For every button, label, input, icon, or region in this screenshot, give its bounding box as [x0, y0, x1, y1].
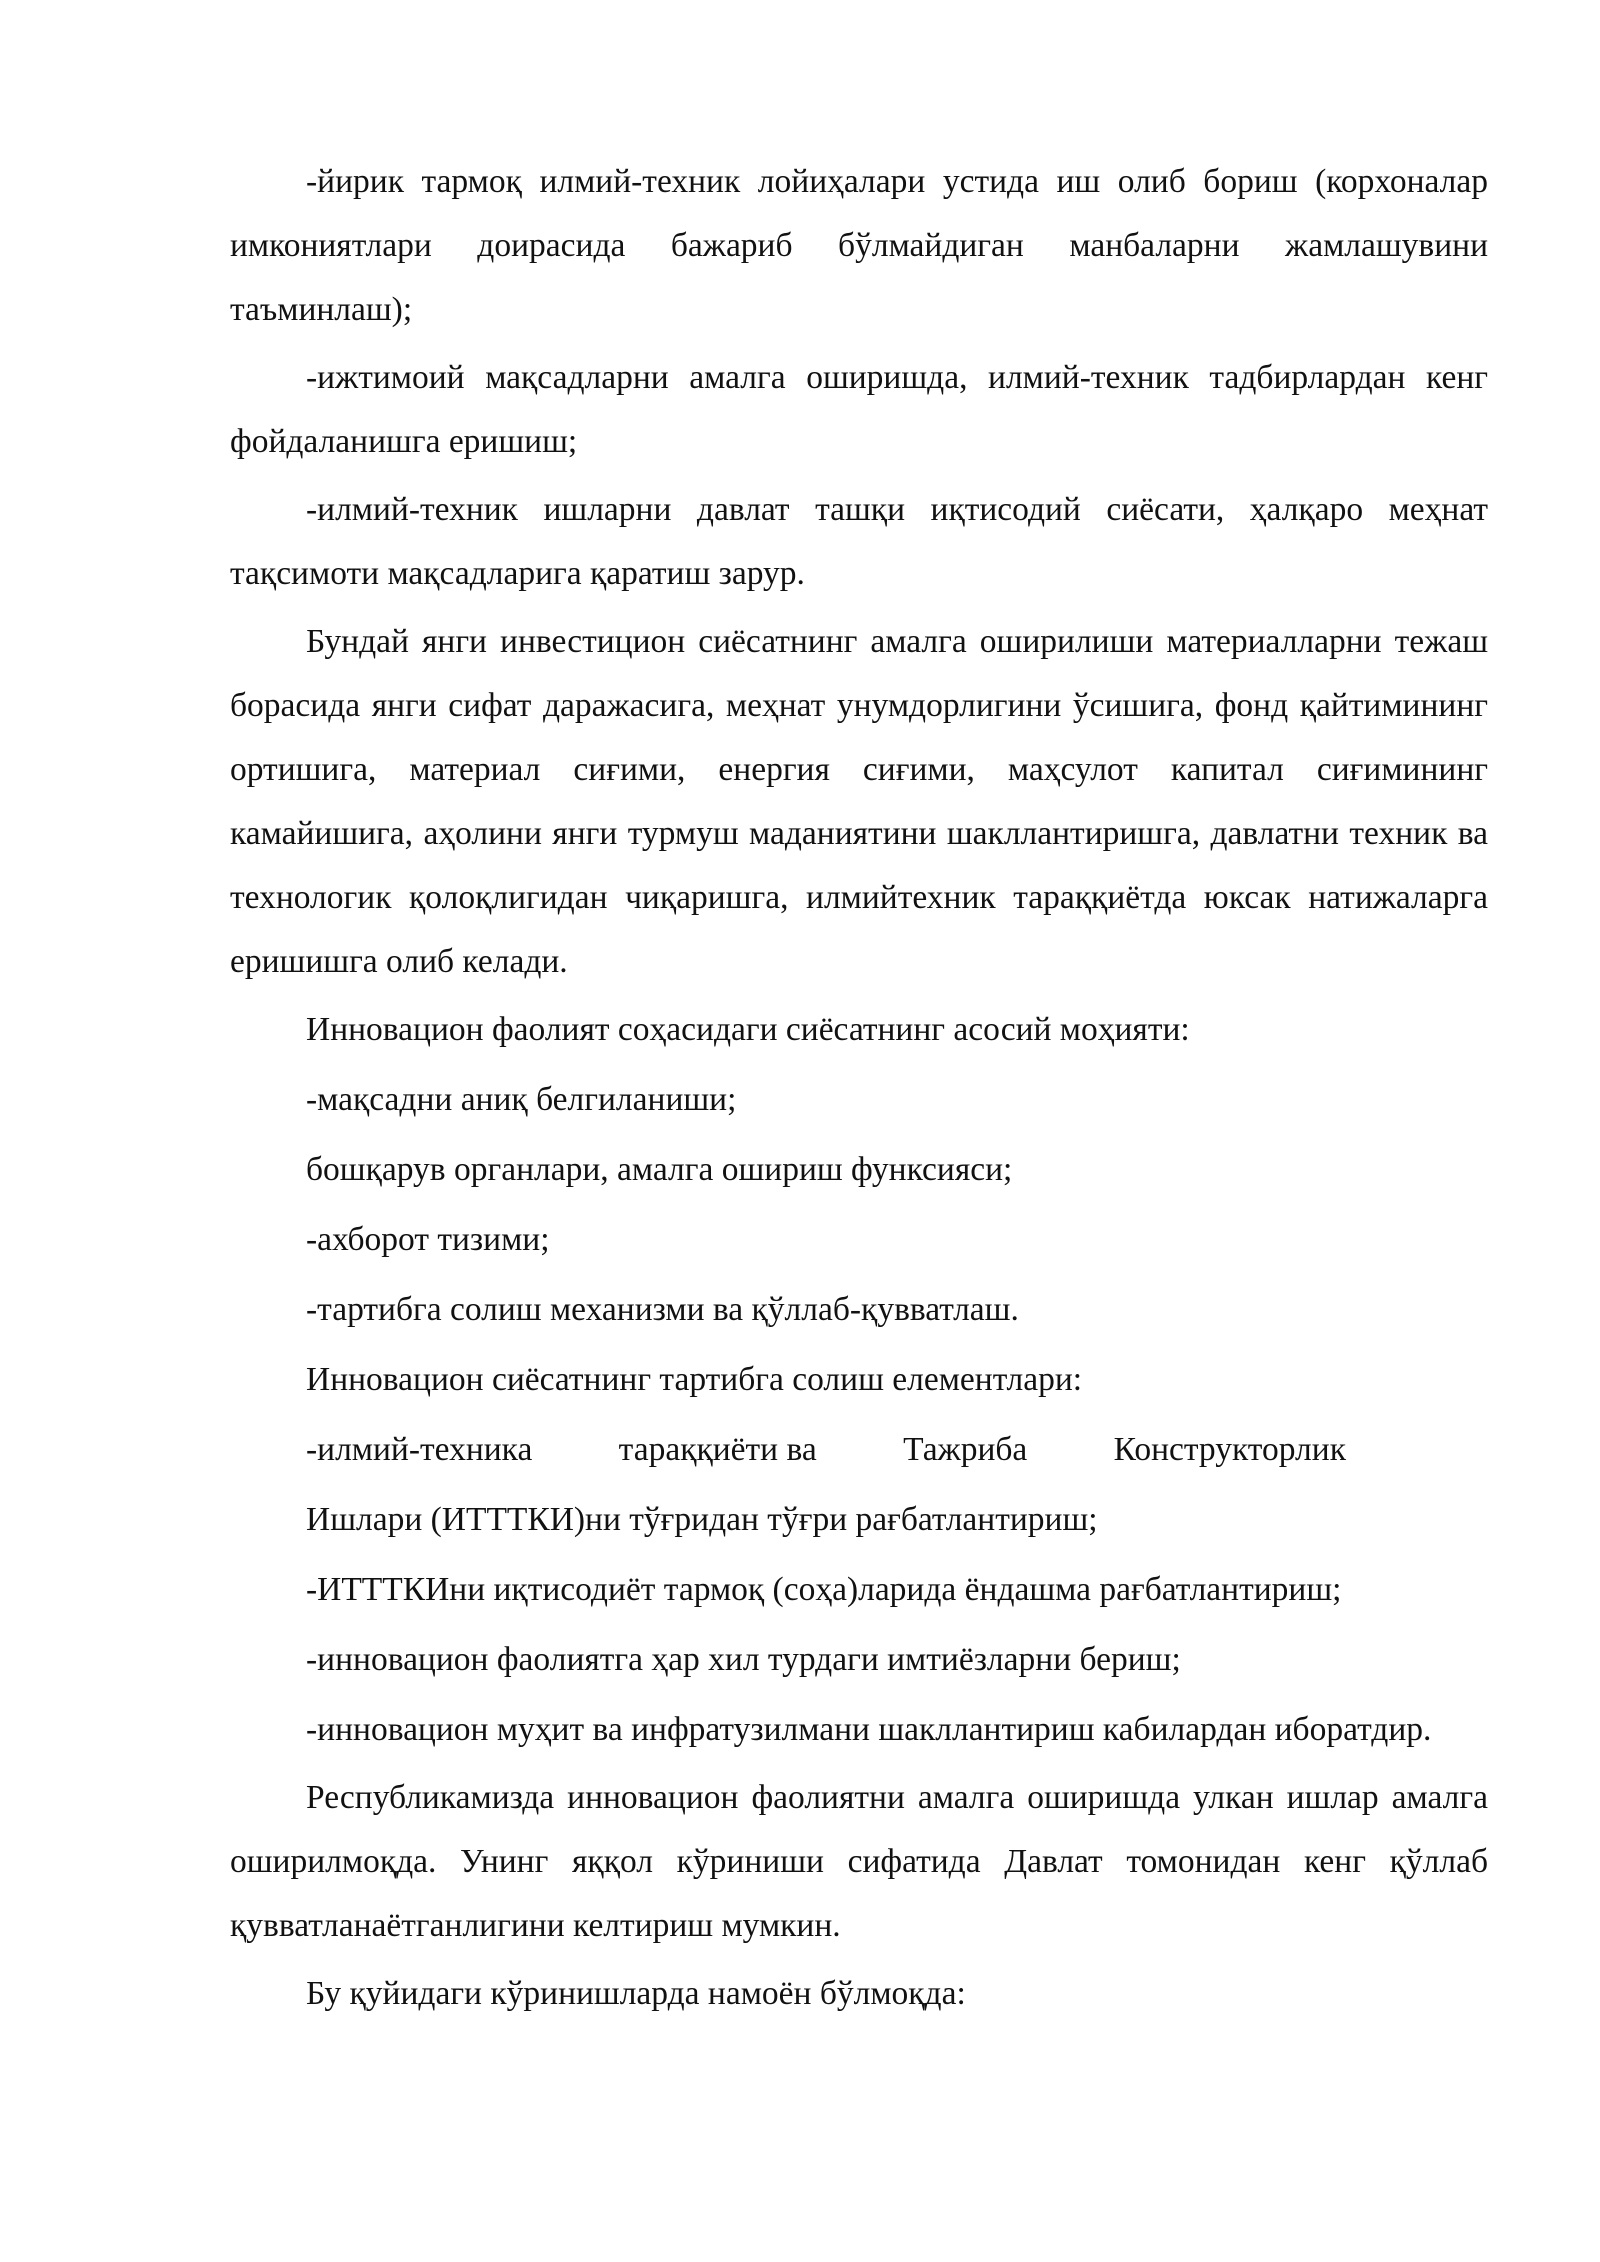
section-intro: Инновацион сиёсатнинг тартибга солиш елементлари:	[306, 1361, 1083, 1398]
spaced-word: Тажриба	[903, 1431, 1028, 1468]
spaced-list-line	[306, 1418, 1346, 1482]
list-item: -инновацион муҳит ва инфратузилмани шакллантириш кабилардан иборатдир.	[306, 1711, 1432, 1748]
spaced-word: -илмий-техника	[306, 1431, 533, 1468]
section-intro: Инновацион фаолият соҳасидаги сиёсатнинг асосий моҳияти:	[306, 1011, 1190, 1048]
list-item: -ахборот тизими;	[306, 1221, 550, 1258]
bullet-paragraph: -илмий-техник ишларни давлат ташқи иқтисодий сиёсати, ҳалқаро меҳнат тақсимоти мақсадларига қаратиш зарур.	[230, 491, 1488, 592]
list-item: -тартибга солиш механизми ва қўллаб-қувватлаш.	[306, 1291, 1019, 1328]
body-paragraph: Бундай янги инвестицион сиёсатнинг амалга оширилиши материалларни тежаш борасида янги сифат даражасига, меҳнат унумдорлигини ўсишига, фонд қайтимининг ортишига, материал сиғими, енергия сиғими, маҳсулот капитал сиғимининг камайишига, аҳолини янги турмуш маданиятини шакллантиришга, давлатни техник ва технологик қолоқлигидан чиқаришга, илмийтехник тараққиётда юксак натижаларга еришишга олиб келади.	[230, 623, 1488, 980]
section-intro: Бу қуйидаги кўринишларда намоён бўлмоқда:	[306, 1975, 966, 2012]
list-item: -ИТТТКИни иқтисодиёт тармоқ (соҳа)ларида ёндашма рағбатлантириш;	[306, 1571, 1342, 1608]
bullet-paragraph: -йирик тармоқ илмий-техник лойиҳалари устида иш олиб бориш (корхоналар имкониятлари доирасида бажариб бўлмайдиган манбаларни жамлашувини таъминлаш);	[230, 163, 1488, 328]
bullet-paragraph: -ижтимоий мақсадларни амалга оширишда, илмий-техник тадбирлардан кенг фойдаланишга еришиш;	[230, 359, 1488, 460]
list-item: Ишлари (ИТТТКИ)ни тўғридан тўғри рағбатлантириш;	[306, 1501, 1098, 1538]
list-item: бошқарув органлари, амалга ошириш функсияси;	[306, 1151, 1013, 1188]
list-item: -инновацион фаолиятга ҳар хил турдаги имтиёзларни бериш;	[306, 1641, 1181, 1678]
list-item: -мақсадни аниқ белгиланиши;	[306, 1081, 737, 1118]
body-text	[230, 150, 1488, 2026]
spaced-word: Конструкторлик	[1113, 1431, 1346, 1468]
spaced-word: тараққиёти ва	[618, 1431, 817, 1468]
body-paragraph: Республикамизда инновацион фаолиятни амалга оширишда улкан ишлар амалга оширилмоқда. Унинг яққол кўриниши сифатида Давлат томонидан кенг қўллаб қувватланаётганлигини келтириш мумкин.	[230, 1779, 1488, 1944]
